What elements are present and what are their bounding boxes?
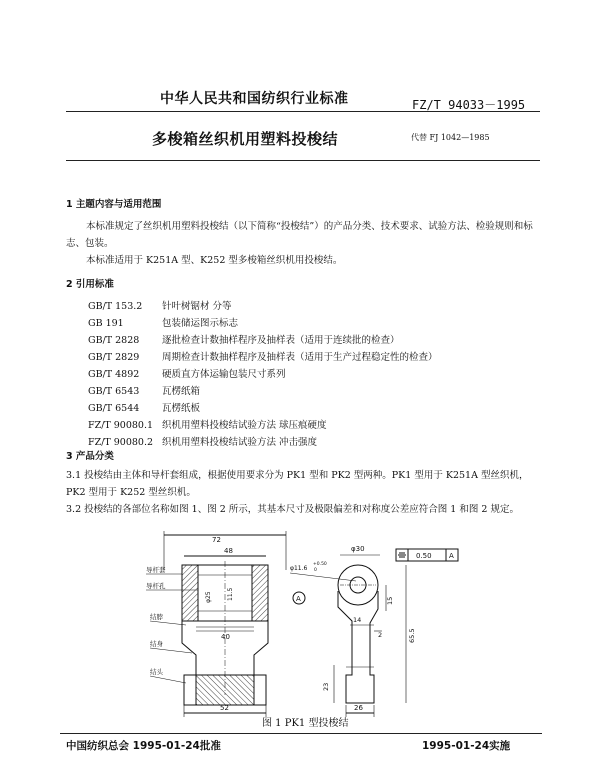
datum-a-label: A (296, 595, 301, 603)
dim-52: 52 (220, 704, 229, 712)
section-3-2-para: 3.2 投梭结的各部位名称如图 1、图 2 所示，其基本尺寸及极限偏差和对称度公差应符合图 1 和图 2 规定。 (66, 504, 519, 515)
figure-1-caption: 图 1 PK1 型投梭结 (262, 718, 349, 729)
section-3-1-para: 3.1 投梭结由主体和导杆套组成，根据使用要求分为 PK1 型和 PK2 型两种。PK1 型用于 K251A 型丝织机，PK2 型用于 K252 型丝织机。 (66, 470, 529, 498)
footer-rule (60, 733, 542, 734)
dim-hole: φ11.6 (290, 565, 308, 572)
figure-1-drawing (0, 525, 600, 725)
standard-number: FZ/T 94033－1995 (412, 98, 526, 112)
dim-48: 48 (224, 547, 233, 555)
reference-item: FZ/T 90080.1 织机用塑料投梭结试验方法 球压痕硬度 (88, 420, 327, 431)
dim-11-5: 11.5 (227, 587, 234, 601)
dim-14: 14 (353, 616, 362, 624)
section-2-heading: 2 引用标准 (66, 279, 114, 290)
section-1-heading: 1 主题内容与适用范围 (66, 199, 162, 210)
reference-item: GB/T 4892 硬质直方体运输包装尺寸系列 (88, 369, 286, 380)
label-neck: 结脖 (150, 613, 163, 621)
replaces-note: 代替 FJ 1042—1985 (411, 133, 490, 142)
dim-65-5: 65.5 (408, 628, 416, 643)
label-guide-sleeve: 导杆套 (146, 566, 166, 574)
label-body: 结身 (150, 640, 163, 648)
dim-dia30: φ30 (351, 545, 365, 553)
section-1-para-2: 本标准适用于 K251A 型、K252 型多梭箱丝织机用投梭结。 (86, 255, 343, 266)
implementation-line: 1995-01-24实施 (422, 740, 511, 752)
dim-hole-tol-low: 0 (314, 568, 317, 573)
reference-item: GB/T 6543 瓦楞纸箱 (88, 386, 201, 397)
sym-value: 0.50 (416, 552, 432, 560)
section-3-heading: 3 产品分类 (66, 451, 114, 462)
reference-item: GB/T 2828 逐批检查计数抽样程序及抽样表（适用于连续批的检查） (88, 335, 400, 346)
side-body-outline (338, 591, 378, 703)
dim-26: 26 (354, 704, 363, 712)
label-guide-hole: 导杆孔 (146, 582, 166, 590)
approval-line: 中国纺织总会 1995-01-24批准 (66, 740, 221, 752)
dim-2: 2 (378, 631, 383, 639)
dim-40: 40 (221, 633, 230, 641)
dim-72: 72 (212, 536, 221, 544)
section-1-para-1: 本标准规定了丝织机用塑料投梭结（以下简称“投梭结”）的产品分类、技术要求、试验方法、检验规则和标志、包装。 (66, 221, 533, 249)
title-rule (66, 160, 540, 161)
dim-15: 15 (386, 596, 394, 605)
sym-datum: A (449, 552, 454, 560)
label-head: 结头 (150, 668, 163, 676)
reference-item: GB/T 6544 瓦楞纸板 (88, 403, 201, 414)
reference-item: GB 191 包装储运图示标志 (88, 318, 239, 329)
header-rule (66, 111, 540, 112)
dim-23: 23 (322, 682, 330, 691)
reference-item: GB/T 153.2 针叶树锯材 分等 (88, 301, 232, 312)
reference-item: GB/T 2829 周期检查计数抽样程序及抽样表（适用于生产过程稳定性的检查） (88, 352, 438, 363)
dim-hole-tol-up: +0.50 (313, 562, 327, 567)
dim-dia25: φ25 (205, 591, 212, 603)
issuing-authority: 中华人民共和国纺织行业标准 (160, 91, 349, 107)
document-title: 多梭箱丝织机用塑料投梭结 (152, 130, 339, 148)
reference-item: FZ/T 90080.2 织机用塑料投梭结试验方法 冲击强度 (88, 437, 318, 448)
